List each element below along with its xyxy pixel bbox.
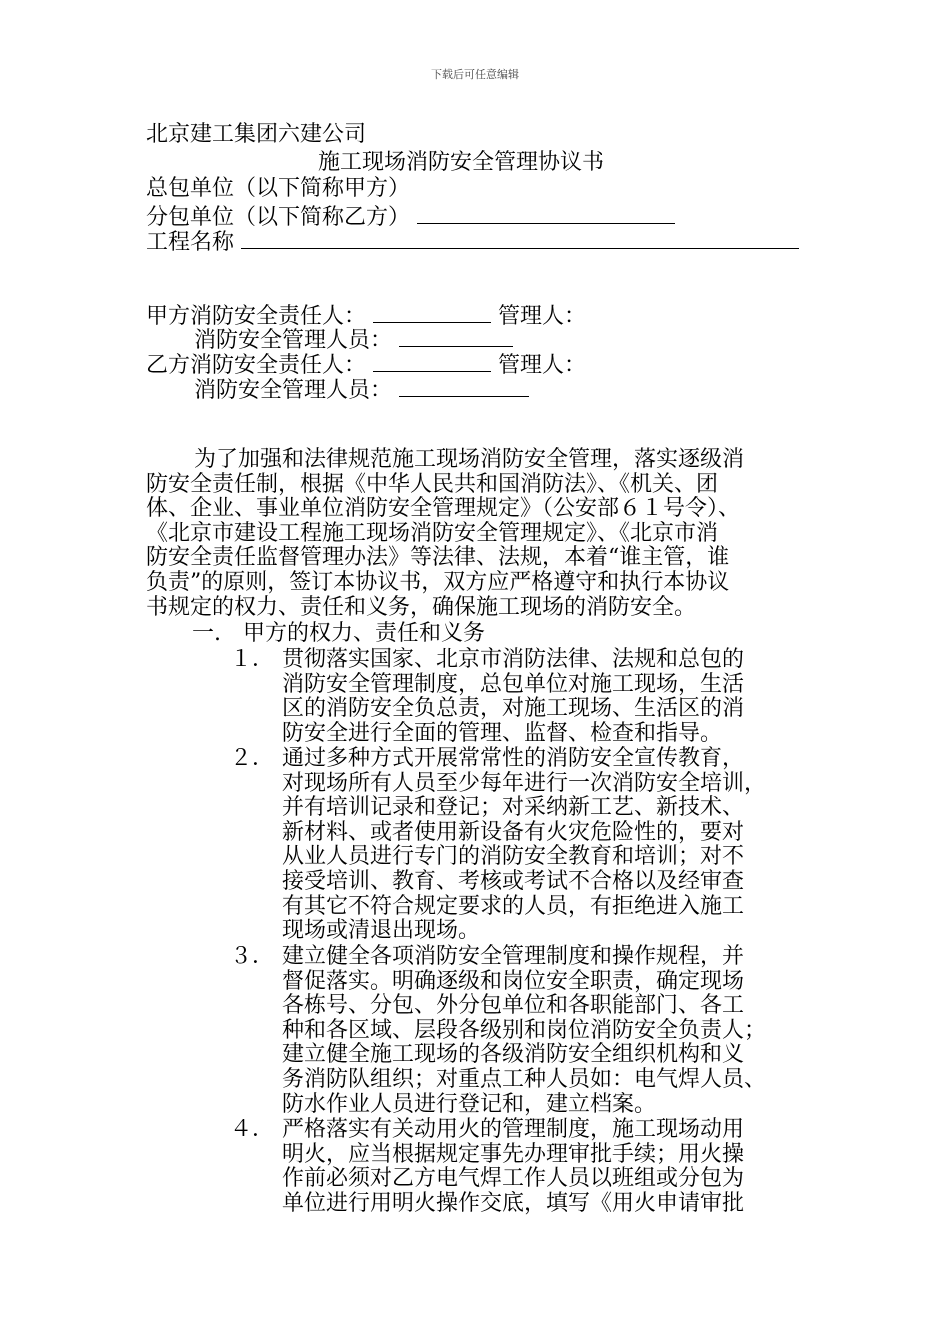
- item-line: 从业人员进行专门的消防安全教育和培训；对不: [282, 844, 745, 870]
- item-line: 严格落实有关动用火的管理制度，施工现场动用: [282, 1117, 745, 1142]
- item-line: 建立健全施工现场的各级消防安全组织机构和义: [282, 1042, 745, 1068]
- intro-line: 书规定的权力、责任和义务，确保施工现场的消防安全。: [146, 594, 697, 620]
- b-manager-label: 管理人：: [498, 353, 587, 378]
- project-row: [146, 226, 799, 256]
- intro-paragraph: [146, 448, 836, 620]
- party-b-blank: [417, 201, 675, 224]
- item-line: 通过多种方式开展常常性的消防安全宣传教育，: [282, 746, 745, 771]
- intro-line: 《北京市建设工程施工现场消防安全管理规定》、《北京市消: [146, 520, 719, 546]
- b-fire-head-blank: [373, 349, 491, 372]
- item-line: 对现场所有人员至少每年进行一次消防安全培训，: [282, 770, 767, 796]
- b-fire-staff-label: 消防安全管理人员：: [194, 378, 393, 403]
- intro-line: 负责”的原则，签订本协议书，双方应严格遵守和执行本协议: [146, 569, 730, 595]
- header-note: 下载后可任意编辑: [431, 68, 519, 81]
- a-fire-staff-label: 消防安全管理人员：: [194, 328, 393, 353]
- item-number: １．: [230, 647, 275, 672]
- item-number: ３．: [230, 944, 275, 969]
- b-fire-staff-blank: [399, 374, 529, 397]
- item-text: [282, 1118, 812, 1216]
- item-line: 接受培训、教育、考核或考试不合格以及经审查: [282, 868, 745, 894]
- item-line: 区的消防安全负总责，对施工现场、生活区的消: [282, 696, 745, 722]
- document-title: 施工现场消防安全管理协议书: [318, 150, 605, 175]
- item-line: 各栋号、分包、外分包单位和各职能部门、各工: [282, 993, 745, 1019]
- project-blank: [241, 226, 799, 249]
- a-fire-head-blank: [373, 300, 491, 323]
- item-line: 督促落实。明确逐级和岗位安全职责，确定现场: [282, 968, 745, 994]
- item-number: ４．: [230, 1117, 275, 1142]
- party-b-label: 分包单位（以下简称乙方）: [146, 205, 411, 230]
- item-line: 作前必须对乙方电气焊工作人员以班组或分包为: [282, 1166, 745, 1192]
- intro-line: 为了加强和法律规范施工现场消防安全管理，落实逐级消: [194, 447, 745, 472]
- company-name: 北京建工集团六建公司: [146, 122, 367, 147]
- a-manager-label: 管理人：: [498, 304, 587, 329]
- item-text: [282, 747, 812, 944]
- item-text: [282, 945, 812, 1117]
- item-number: ２．: [230, 746, 275, 771]
- project-label: 工程名称: [146, 230, 235, 255]
- item-line: 消防安全管理制度，总包单位对施工现场，生活: [282, 671, 745, 697]
- item-line: 新材料、或者使用新设备有火灾危险性的，要对: [282, 819, 745, 845]
- intro-line: 体、企业、事业单位消防安全管理规定》（公安部６１号令）、: [146, 496, 741, 522]
- item-line: 并有培训记录和登记；对采纳新工艺、新技术、: [282, 795, 745, 821]
- item-line: 贯彻落实国家、北京市消防法律、法规和总包的: [282, 647, 745, 672]
- item-line: 单位进行用明火操作交底，填写《用火申请审批: [282, 1190, 745, 1216]
- section-heading: 一. 甲方的权力、责任和义务: [192, 621, 485, 646]
- item-line: 防安全进行全面的管理、监督、检查和指导。: [282, 720, 723, 746]
- a-fire-head-label: 甲方消防安全责任人：: [146, 304, 367, 329]
- item-line: 防水作业人员进行登记和，建立档案。: [282, 1091, 657, 1117]
- b-fire-head-label: 乙方消防安全责任人：: [146, 353, 367, 378]
- item-line: 有其它不符合规定要求的人员，有拒绝进入施工: [282, 893, 745, 919]
- intro-line: 防安全责任制，根据《中华人民共和国消防法》、《机关、团: [146, 471, 719, 497]
- party-a-label: 总包单位（以下简称甲方）: [146, 176, 411, 201]
- intro-line: 防安全责任监督管理办法》等法律、法规，本着“谁主管，谁: [146, 545, 730, 571]
- item-line: 建立健全各项消防安全管理制度和操作规程，并: [282, 944, 745, 969]
- item-line: 种和各区域、层段各级别和岗位消防安全负责人；: [282, 1017, 767, 1043]
- item-line: 明火，应当根据规定事先办理审批手续；用火操: [282, 1141, 745, 1167]
- item-text: [282, 648, 812, 746]
- item-line: 现场或清退出现场。: [282, 918, 481, 944]
- b-fire-staff-row: [194, 374, 529, 404]
- a-fire-staff-blank: [399, 324, 513, 347]
- item-line: 务消防队组织；对重点工种人员如：电气焊人员、: [282, 1066, 767, 1092]
